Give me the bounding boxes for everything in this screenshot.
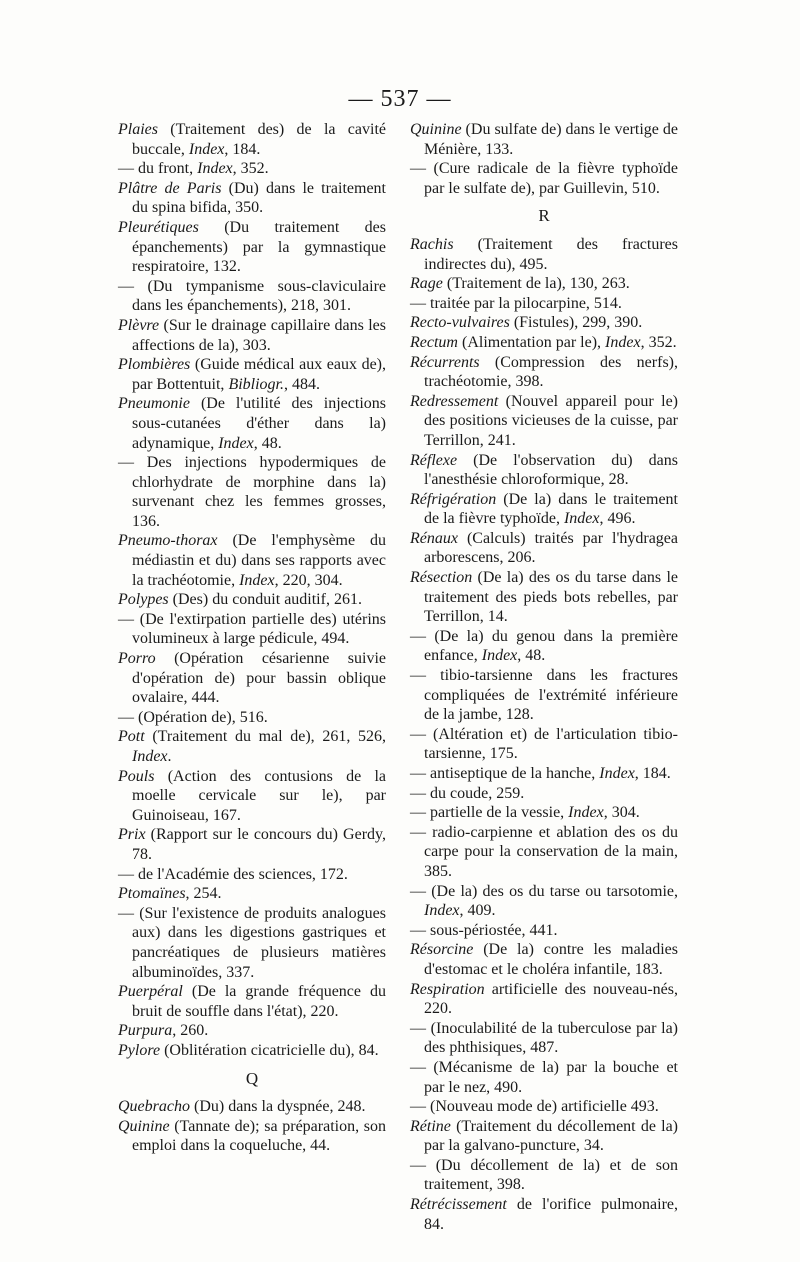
index-entry xyxy=(118,884,386,904)
index-entry xyxy=(410,1019,678,1058)
entry-text: (Traitement des fractures indirectes du), 495. xyxy=(424,235,678,273)
entry-term: Porro xyxy=(118,650,156,668)
entry-end: , 48. xyxy=(253,434,282,452)
entry-text: (Tannate de); sa préparation, son emploi dans la coqueluche, 44. xyxy=(132,1117,386,1155)
entry-text: — du front, xyxy=(118,160,198,178)
entry-text: (Des) du conduit auditif, 261. xyxy=(168,591,362,609)
index-entry xyxy=(410,353,678,392)
entry-text: — (Opération de), 516. xyxy=(118,708,268,726)
index-entry xyxy=(118,590,386,610)
r-entries xyxy=(410,235,678,1234)
entry-text: (Calculs) traités par l'hydragea arborescens, 206. xyxy=(424,529,678,567)
index-entry xyxy=(118,610,386,649)
entry-ref: Index xyxy=(218,434,254,452)
entry-text: — (Nouveau mode de) artificielle 493. xyxy=(410,1098,659,1116)
index-entry xyxy=(118,825,386,864)
index-entry xyxy=(118,1117,386,1156)
entry-text: , 254. xyxy=(185,885,222,903)
entry-text: (Traitement du mal de), 261, 526, xyxy=(144,728,386,746)
index-entry xyxy=(410,1156,678,1195)
entry-end: , 48. xyxy=(517,647,546,665)
index-entry xyxy=(118,218,386,277)
entry-text: (De la) des os du tarse dans le traitement des pieds bots rebelles, par Terrillon, 14. xyxy=(424,569,678,626)
entry-text: — traitée par la pilocarpine, 514. xyxy=(410,294,622,312)
entry-text: (De la grande fréquence du bruit de souffle dans l'état), 220. xyxy=(132,983,386,1020)
entry-text: (Traitement de la), 130, 263. xyxy=(442,275,630,293)
index-entry xyxy=(410,235,678,274)
entry-term: Réflexe xyxy=(410,451,458,469)
index-entry xyxy=(410,1097,678,1117)
entry-text: , 260. xyxy=(172,1022,209,1040)
entry-term: Rétine xyxy=(410,1117,451,1135)
entry-text: (Compression des nerfs), trachéotomie, 398. xyxy=(424,353,678,391)
index-entry xyxy=(410,940,678,979)
entry-text: — (Altération et) de l'articulation tibio-tarsienne, 175. xyxy=(410,725,678,763)
entry-term: Pouls xyxy=(118,767,155,785)
index-entry xyxy=(410,529,678,568)
index-entry xyxy=(118,120,386,159)
p-entries xyxy=(118,120,386,1061)
entry-text: — radio-carpienne et ablation des os du carpe pour la conservation de la main, 385. xyxy=(410,823,678,880)
entry-term: Rénaux xyxy=(410,529,458,547)
entry-ref: Bibliogr. xyxy=(228,375,284,393)
entry-text: (De l'observation du) dans l'anesthésie chloroformique, 28. xyxy=(424,451,678,489)
entry-text: — (De la) du genou dans la première enfance, xyxy=(410,627,678,665)
index-entry xyxy=(410,568,678,627)
index-entry xyxy=(410,803,678,823)
entry-end: , 496. xyxy=(599,510,636,528)
index-entry xyxy=(410,882,678,921)
entry-term: Pleurétiques xyxy=(118,218,199,236)
entry-term: Plombières xyxy=(118,356,191,374)
entry-text: (Du traitement des épanchements) par la gymnastique respiratoire, 132. xyxy=(132,218,386,276)
entry-text: — antiseptique de la hanche, xyxy=(410,765,600,782)
entry-term: Récurrents xyxy=(410,353,480,371)
entry-text: — (De l'extirpation partielle des) utérins volumineux à large pédicule, 494. xyxy=(118,610,386,648)
entry-end: , 184. xyxy=(634,765,671,782)
index-entry xyxy=(410,725,678,764)
entry-term: Réfrigération xyxy=(410,490,497,508)
entry-text: (Fistules), 299, 390. xyxy=(509,314,643,332)
index-entry xyxy=(118,727,386,766)
index-entry xyxy=(118,1021,386,1041)
index-entry xyxy=(118,355,386,394)
index-entry xyxy=(410,1117,678,1156)
index-entry xyxy=(410,313,678,333)
right-column xyxy=(410,120,678,1234)
entry-end: , 409. xyxy=(459,902,496,920)
entry-text: (De l'utilité des injections sous-cutanées d'éther dans la) adynamique, xyxy=(132,395,386,452)
entry-ref: Index xyxy=(188,140,225,158)
entry-text: artificielle des nouveau-nés, 220. xyxy=(424,980,678,1018)
entry-text: (Opération césarienne suivie d'opération de) pour bassin oblique ovalaire, 444. xyxy=(132,650,386,707)
entry-term: Pneumonie xyxy=(118,395,190,413)
index-entry xyxy=(118,179,386,218)
index-entry xyxy=(410,764,678,784)
left-column xyxy=(118,120,386,1156)
entry-text: (Du) dans la dyspnée, 248. xyxy=(189,1098,366,1116)
entry-term: Pylore xyxy=(118,1041,161,1059)
entry-term: Purpura xyxy=(118,1022,173,1040)
entry-term: Rachis xyxy=(410,235,454,253)
index-entry xyxy=(410,490,678,529)
entry-ref: Index xyxy=(481,647,518,665)
entry-text: — (Du décollement de la) et de son traitement, 398. xyxy=(410,1156,678,1194)
entry-term: Rage xyxy=(410,275,443,293)
entry-text: (Traitement des) de la cavité buccale, xyxy=(132,121,386,158)
entry-text: (De la) dans le traitement de la fièvre typhoïde, xyxy=(424,490,678,528)
entry-text: — (Du tympanisme sous-claviculaire dans les épanchements), 218, 301. xyxy=(118,277,386,315)
entry-term: Ptomaïnes xyxy=(118,885,186,903)
entry-text: — (Inoculabilité de la tuberculose par la) des phthisiques, 487. xyxy=(410,1019,678,1057)
entry-end: , 304. xyxy=(603,804,640,822)
entry-text: — (Cure radicale de la fièvre typhoïde par le sulfate de), par Guillevin, 510. xyxy=(410,160,678,197)
index-entry xyxy=(118,982,386,1021)
index-entry xyxy=(410,333,678,353)
entry-ref: Index xyxy=(599,765,635,782)
entry-term: Polypes xyxy=(118,591,169,609)
entry-text: — (De la) des os du tarse ou tarsotomie, xyxy=(410,882,678,900)
q-entries-left xyxy=(118,1097,386,1156)
index-entry xyxy=(410,1058,678,1097)
entry-term: Prix xyxy=(118,826,146,844)
entry-term: Puerpéral xyxy=(118,983,183,1001)
q-entries-right xyxy=(410,120,678,198)
entry-text: (Oblitération cicatricielle du), 84. xyxy=(160,1041,379,1059)
index-entry xyxy=(118,904,386,982)
entry-ref: Index xyxy=(568,804,604,822)
index-entry xyxy=(118,1097,386,1117)
index-entry xyxy=(410,784,678,804)
entry-end: , 352. xyxy=(640,333,677,351)
entry-text: — sous-périostée, 441. xyxy=(410,921,558,939)
index-entry xyxy=(118,159,386,179)
index-entry xyxy=(410,294,678,314)
entry-text: — (Sur l'existence de produits analogues aux) dans les digestions gastriques et pancréatiques de plusieurs matières albuminoïdes, 337. xyxy=(118,904,386,981)
entry-ref: Index xyxy=(239,571,275,589)
index-entry xyxy=(118,1041,386,1061)
entry-term: Résorcine xyxy=(410,941,474,959)
entry-term: Respiration xyxy=(410,980,485,998)
entry-text: — de l'Académie des sciences, 172. xyxy=(118,865,348,883)
entry-term: Résection xyxy=(410,569,473,587)
entry-text: (Alimentation par le), xyxy=(457,333,606,351)
entry-text: (Du sulfate de) dans le vertige de Ménière, 133. xyxy=(424,121,678,158)
entry-end: , 352. xyxy=(232,160,269,178)
index-entry xyxy=(118,453,386,531)
index-entry xyxy=(410,274,678,294)
index-entry xyxy=(410,159,678,198)
entry-term: Pott xyxy=(118,728,145,746)
entry-term: Recto-vulvaires xyxy=(410,314,510,332)
entry-end: , 184. xyxy=(224,140,261,158)
entry-text: — Des injections hypodermiques de chlorhydrate de morphine dans la) survenant chez les femmes grosses, 136. xyxy=(118,454,386,530)
index-entry xyxy=(118,531,386,590)
entry-text: (Rapport sur le concours du) Gerdy, 78. xyxy=(132,826,386,863)
entry-term: Plèvre xyxy=(118,316,160,334)
index-entry xyxy=(118,649,386,708)
entry-text: (Du) dans le traitement du spina bifida, 350. xyxy=(132,179,386,217)
entry-term: Quebracho xyxy=(118,1098,190,1116)
section-letter-q: Q xyxy=(245,1068,259,1088)
entry-text: (Nouvel appareil pour le) des positions vicieuses de la cuisse, par Terrillon, 241. xyxy=(424,392,678,449)
index-entry xyxy=(118,708,386,728)
entry-text: — partielle de la vessie, xyxy=(410,804,569,822)
index-entry xyxy=(118,865,386,885)
entry-text: (Sur le drainage capillaire dans les affections de la), 303. xyxy=(132,316,386,354)
index-entry xyxy=(410,666,678,725)
index-entry xyxy=(410,1195,678,1234)
entry-ref: Index xyxy=(132,748,168,765)
entry-end: , 220, 304. xyxy=(274,571,343,589)
entry-text: (Traitement du décollement de la) par la galvano-puncture, 34. xyxy=(424,1117,678,1155)
entry-term: Plâtre de Paris xyxy=(118,179,222,197)
index-entry xyxy=(410,120,678,159)
index-entry xyxy=(118,394,386,453)
entry-text: — (Mécanisme de la) par la bouche et par le nez, 490. xyxy=(410,1058,678,1096)
entry-text: — du coude, 259. xyxy=(410,784,525,802)
entry-term: Quinine xyxy=(118,1117,170,1135)
entry-term: Redressement xyxy=(410,392,499,410)
index-entry xyxy=(410,392,678,451)
entry-end: , 484. xyxy=(284,375,320,393)
entry-term: Rectum xyxy=(410,333,458,351)
entry-text: — tibio-tarsienne dans les fractures compliquées de l'extrémité inférieure de la jambe, 128. xyxy=(410,667,678,724)
entry-term: Quinine xyxy=(410,121,462,138)
entry-ref: Index xyxy=(563,510,600,528)
index-entry xyxy=(410,451,678,490)
section-letter-r: R xyxy=(538,206,550,226)
entry-ref: Index xyxy=(424,902,460,920)
page-number: — 537 — xyxy=(348,86,452,112)
entry-text: de l'orifice pulmonaire, 84. xyxy=(424,1196,678,1233)
index-entry xyxy=(118,316,386,355)
index-entry xyxy=(410,980,678,1019)
entry-text: (De la) contre les maladies d'estomac et le choléra infantile, 183. xyxy=(424,941,678,978)
index-entry xyxy=(118,767,386,826)
index-entry xyxy=(410,823,678,882)
entry-term: Pneumo-thorax xyxy=(118,532,218,550)
entry-text: (Guide médical aux eaux de), par Bottentuit, xyxy=(132,356,386,393)
index-entry xyxy=(118,277,386,316)
entry-ref: Index xyxy=(605,333,641,351)
index-entry xyxy=(410,627,678,666)
entry-term: Rétrécissement xyxy=(410,1196,507,1214)
entry-ref: Index xyxy=(197,160,233,178)
entry-text: (Action des contusions de la moelle cervicale sur le), par Guinoiseau, 167. xyxy=(132,767,386,824)
entry-end: . xyxy=(167,748,172,765)
entry-text: (De l'emphysème du médiastin et du) dans ses rapports avec la trachéotomie, xyxy=(132,532,386,589)
index-entry xyxy=(410,921,678,941)
entry-term: Plaies xyxy=(118,121,158,138)
